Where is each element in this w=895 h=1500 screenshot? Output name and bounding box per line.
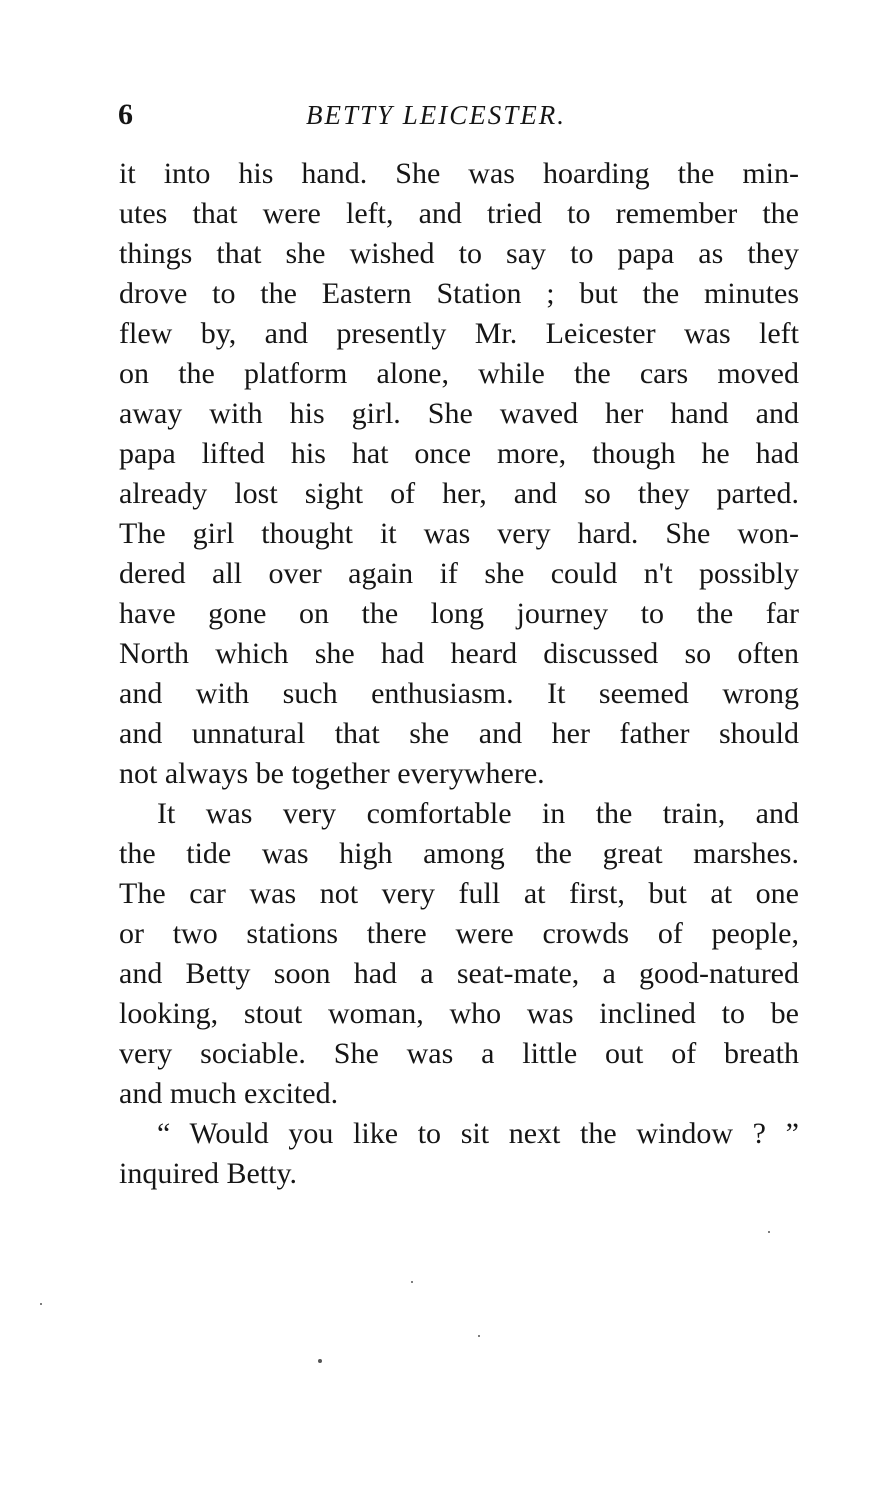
paragraph xyxy=(119,154,799,794)
text-line: have gone on the long journey to the far xyxy=(119,597,799,630)
text-line: it into his hand. She was hoarding the min- xyxy=(119,157,799,190)
text-line: away with his girl. She waved her hand and xyxy=(119,397,799,430)
text-line: and with such enthusiasm. It seemed wrong xyxy=(119,677,799,710)
text-line: flew by, and presently Mr. Leicester was left xyxy=(119,317,799,350)
page-number: 6 xyxy=(118,98,133,131)
text-line: inquired Betty. xyxy=(119,1157,298,1190)
text-line: papa lifted his hat once more, though he had xyxy=(119,437,799,470)
text-line: It was very comfortable in the train, and xyxy=(157,797,799,830)
text-line: The girl thought it was very hard. She won- xyxy=(119,517,799,550)
text-line: already lost sight of her, and so they parted. xyxy=(119,477,799,510)
ink-speck xyxy=(40,1303,42,1305)
body-text xyxy=(119,154,799,1194)
text-line: or two stations there were crowds of people, xyxy=(119,917,799,950)
text-line: drove to the Eastern Station ; but the minutes xyxy=(119,277,799,310)
text-line: the tide was high among the great marshes. xyxy=(119,837,799,870)
text-line: North which she had heard discussed so often xyxy=(119,637,799,670)
text-line: and unnatural that she and her father should xyxy=(119,717,799,750)
text-line: things that she wished to say to papa as they xyxy=(119,237,799,270)
paragraph xyxy=(119,794,799,1114)
ink-speck xyxy=(318,1359,322,1363)
text-line: very sociable. She was a little out of breath xyxy=(119,1037,799,1070)
text-line: utes that were left, and tried to remember the xyxy=(119,197,799,230)
text-line: dered all over again if she could n't possibly xyxy=(119,557,799,590)
text-line: looking, stout woman, who was inclined to be xyxy=(119,997,799,1030)
text-line: “ Would you like to sit next the window ? ” xyxy=(157,1117,799,1150)
text-line: and much excited. xyxy=(119,1077,339,1110)
ink-speck xyxy=(768,1231,770,1233)
text-line: The car was not very full at first, but at one xyxy=(119,877,799,910)
text-line: on the platform alone, while the cars moved xyxy=(119,357,799,390)
text-line: not always be together everywhere. xyxy=(119,757,545,790)
page-header xyxy=(118,92,618,138)
text-line: and Betty soon had a seat-mate, a good-natured xyxy=(119,957,799,990)
ink-speck xyxy=(411,1281,413,1283)
running-title: BETTY LEICESTER. xyxy=(306,100,567,130)
paragraph xyxy=(119,1114,799,1194)
ink-speck xyxy=(478,1335,480,1337)
